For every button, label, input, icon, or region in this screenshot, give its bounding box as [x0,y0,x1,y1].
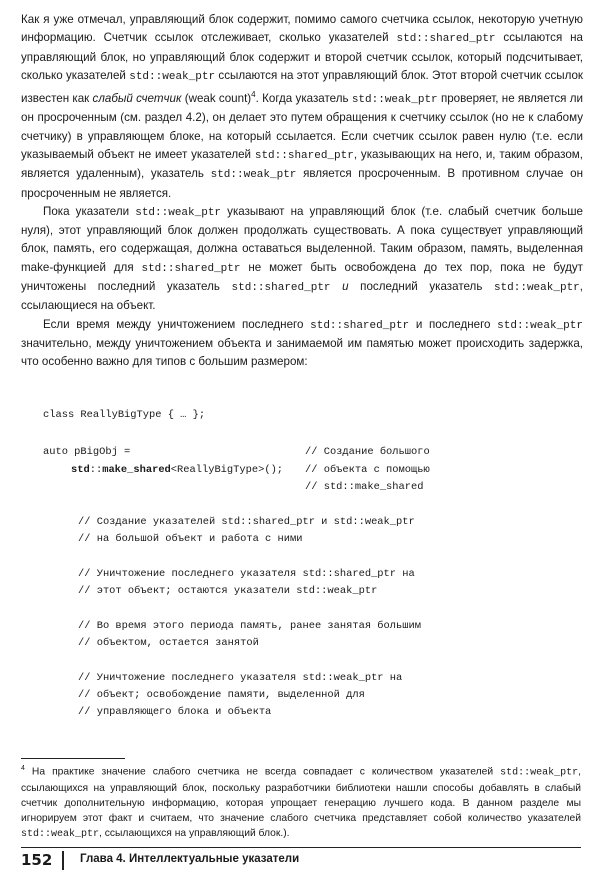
code-line: auto pBigObj = [43,446,131,458]
code-comment: // Во время этого периода память, ранее занятая большим [78,620,421,632]
paragraph-1: Как я уже отмечал, управляющий блок содержит, помимо самого счетчика ссылок, некоторую учетную информацию. Счетчик ссылок отслеживает, сколько указателей std::shared_ptr ссылаются на управляющий блок, но управляющий блок содержит и второй счетчик ссылок, который подсчитывает, сколько указателей std::weak_ptr ссылаются на этот управляющий блок. Этот второй счетчик ссылок известен как слабый счетчик (weak count)$^4$. Когда указатель std::weak_ptr проверяет, не является ли он просроченным (см. раздел 4.2), он делает это путем обращения к счетчику ссылок (но не к слабому счетчику) в управляющем блоке, на который ссылается. Если счетчик ссылок равен нулю (т.е. если указываемый объект не имеет указателей std::shared_ptr, указывающих на него, и, таким образом, является удаленным), указатель std::weak_ptr является просроченным. В противном случае он просроченным не является. [21,13,583,200]
code-line: std::make_shared<ReallyBigType>(); [71,464,284,476]
paragraph-2: Пока указатели std::weak_ptr указывают на управляющий блок (т.е. слабый счетчик больше нуля), этот управляющий блок должен продолжать существовать. А пока существует управляющий блок, память, его содержащая, должна оставаться выделенной. Таким образом, память, выделенная make-функцией для std::shared_ptr не может быть освобождена до тех пор, пока не будут уничтожены последний указатель std::shared_ptr и последний указатель std::weak_ptr, ссылающиеся на объект. [21,204,584,313]
footnote-number: 4 [21,765,25,772]
code-comment: // std::make_shared [305,481,424,493]
footer-divider [21,847,581,848]
page-number: 152 [21,851,53,869]
footer-separator [62,851,64,870]
code-comment: // объект; освобождение памяти, выделенной для [78,689,365,701]
code-comment: // объекта с помощью [305,464,430,476]
code-comment: // Создание большого [305,446,430,458]
footnote: $^4$ На практике значение слабого счетчика не всегда совпадает с количеством указателей std::weak_ptr, ссылающихся на управляющий блок, поскольку разработчики библиотеки нашли способы добавлять в слабый счетчик дополнительную информацию, которая упрощает генерацию лучшего кода. В данном разделе мы игнорируем этот факт и считаем, что значение слабого счетчика представляет собой количество указателей std::weak_ptr, ссылающихся на управляющий блок.). [21,765,581,841]
body-text [21,11,583,372]
chapter-title: Глава 4. Интеллектуальные указатели [80,853,300,865]
footnote-divider [21,758,125,759]
code-comment: // управляющего блока и объекта [78,706,272,718]
code-comment: // Создание указателей std::shared_ptr и std::weak_ptr [78,516,415,528]
code-comment: // этот объект; остаются указатели std::weak_ptr [78,585,378,597]
code-comment: // Уничтожение последнего указателя std::weak_ptr на [78,672,403,684]
code-comment: // на большой объект и работа с ними [78,533,303,545]
code-comment: // объектом, остается занятой [78,637,259,649]
footnote-ref: 4 [251,90,256,100]
code-line: class ReallyBigType { … }; [43,409,206,421]
paragraph-3: Если время между уничтожением последнего std::shared_ptr и последнего std::weak_ptr значительно, между уничтожением объекта и занимаемой им памятью может происходить задержка, что особенно важно для типов с большим размером: [21,317,583,369]
code-comment: // Уничтожение последнего указателя std::shared_ptr на [78,568,415,580]
